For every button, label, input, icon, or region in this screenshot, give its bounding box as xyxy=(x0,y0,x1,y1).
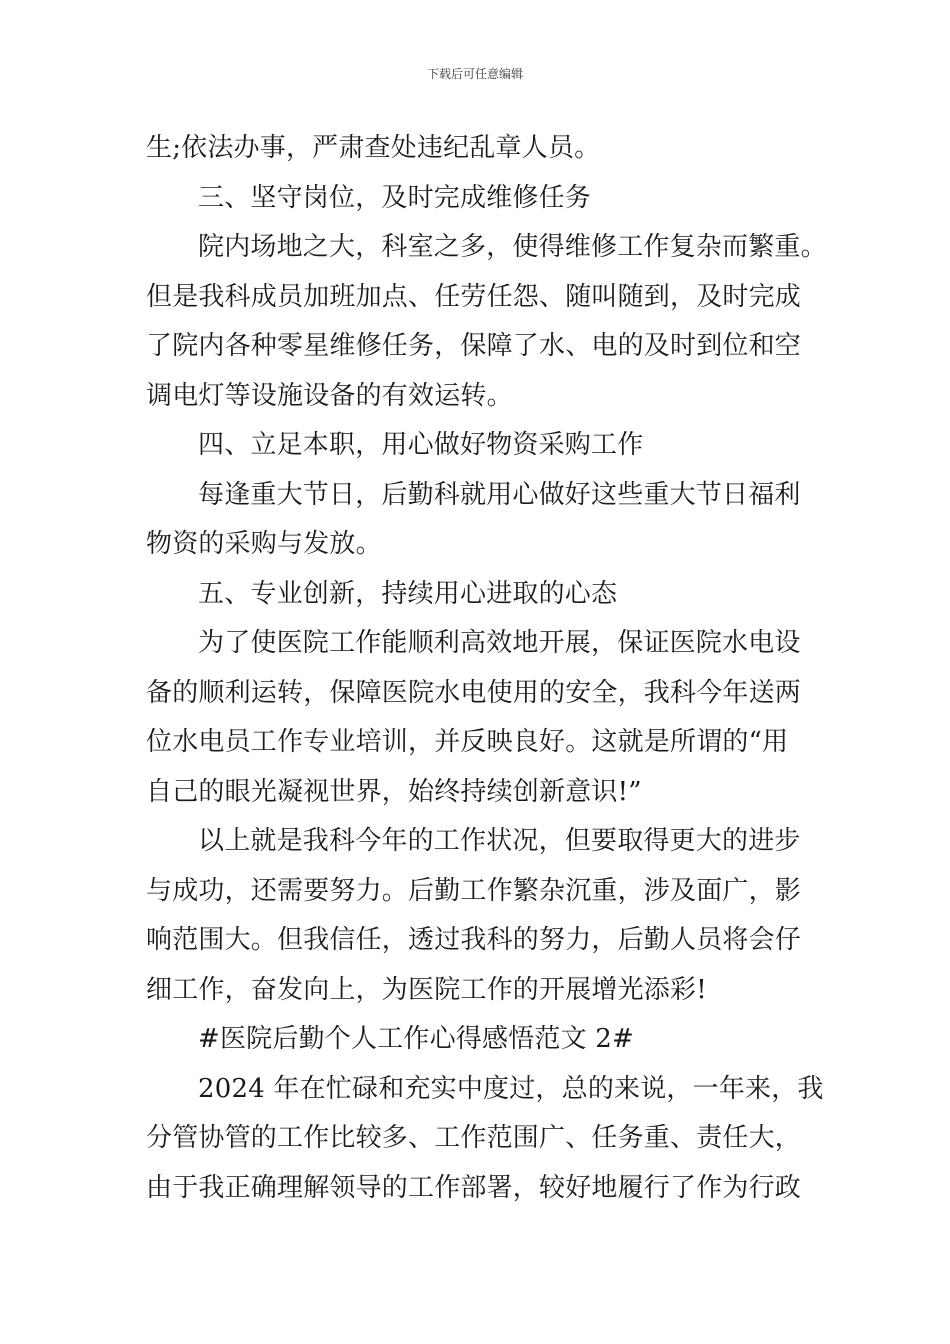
text-line: 院内场地之大，科室之多，使得维修工作复杂而繁重。 xyxy=(198,232,827,262)
text-line: 每逢重大节日，后勤科就用心做好这些重大节日福利 xyxy=(198,479,801,510)
text-line: 以上就是我科今年的工作状况，但要取得更大的进步 xyxy=(198,826,801,856)
text-line: 位水电员工作专业培训，并反映良好。这就是所谓的“用 xyxy=(146,727,789,757)
text-line: 了院内各种零星维修任务，保障了水、电的及时到位和空 xyxy=(146,331,802,361)
text-line: 自己的眼光凝视世界，始终持续创新意识!” xyxy=(146,776,642,807)
page-header: 下载后可任意编辑 xyxy=(426,67,523,81)
text-line: 为了使医院工作能顺利高效地开展，保证医院水电设 xyxy=(198,628,801,658)
text-line: 与成功，还需要努力。后勤工作繁杂沉重，涉及面广，影 xyxy=(146,875,802,906)
text-line: 调电灯等设施设备的有效运转。 xyxy=(146,380,513,411)
text-line: 但是我科成员加班加点、任劳任怨、随叫随到，及时完成 xyxy=(146,281,802,312)
text-line: 备的顺利运转，保障医院水电使用的安全，我科今年送两 xyxy=(146,677,802,708)
article-title: #医院后勤个人工作心得感悟范文 2# xyxy=(198,1024,634,1054)
section-heading: 三、坚守岗位，及时完成维修任务 xyxy=(198,182,592,213)
text-line: 物资的采购与发放。 xyxy=(146,529,382,559)
section-heading: 四、立足本职，用心做好物资采购工作 xyxy=(198,430,644,460)
text-line: 响范围大。但我信任，透过我科的努力，后勤人员将会仔 xyxy=(146,925,802,955)
text-line: 细工作，奋发向上，为医院工作的开展增光添彩! xyxy=(146,974,707,1005)
text-line: 生;依法办事，严肃查处违纪乱章人员。 xyxy=(146,133,601,163)
text-line: 由于我正确理解领导的工作部署，较好地履行了作为行政 xyxy=(146,1172,802,1203)
section-heading: 五、专业创新，持续用心进取的心态 xyxy=(198,578,618,609)
document-body xyxy=(146,124,827,1213)
text-line: 分管协管的工作比较多、工作范围广、任务重、责任大， xyxy=(146,1123,802,1153)
text-line: 2024 年在忙碌和充实中度过，总的来说，一年来，我 xyxy=(198,1073,824,1104)
